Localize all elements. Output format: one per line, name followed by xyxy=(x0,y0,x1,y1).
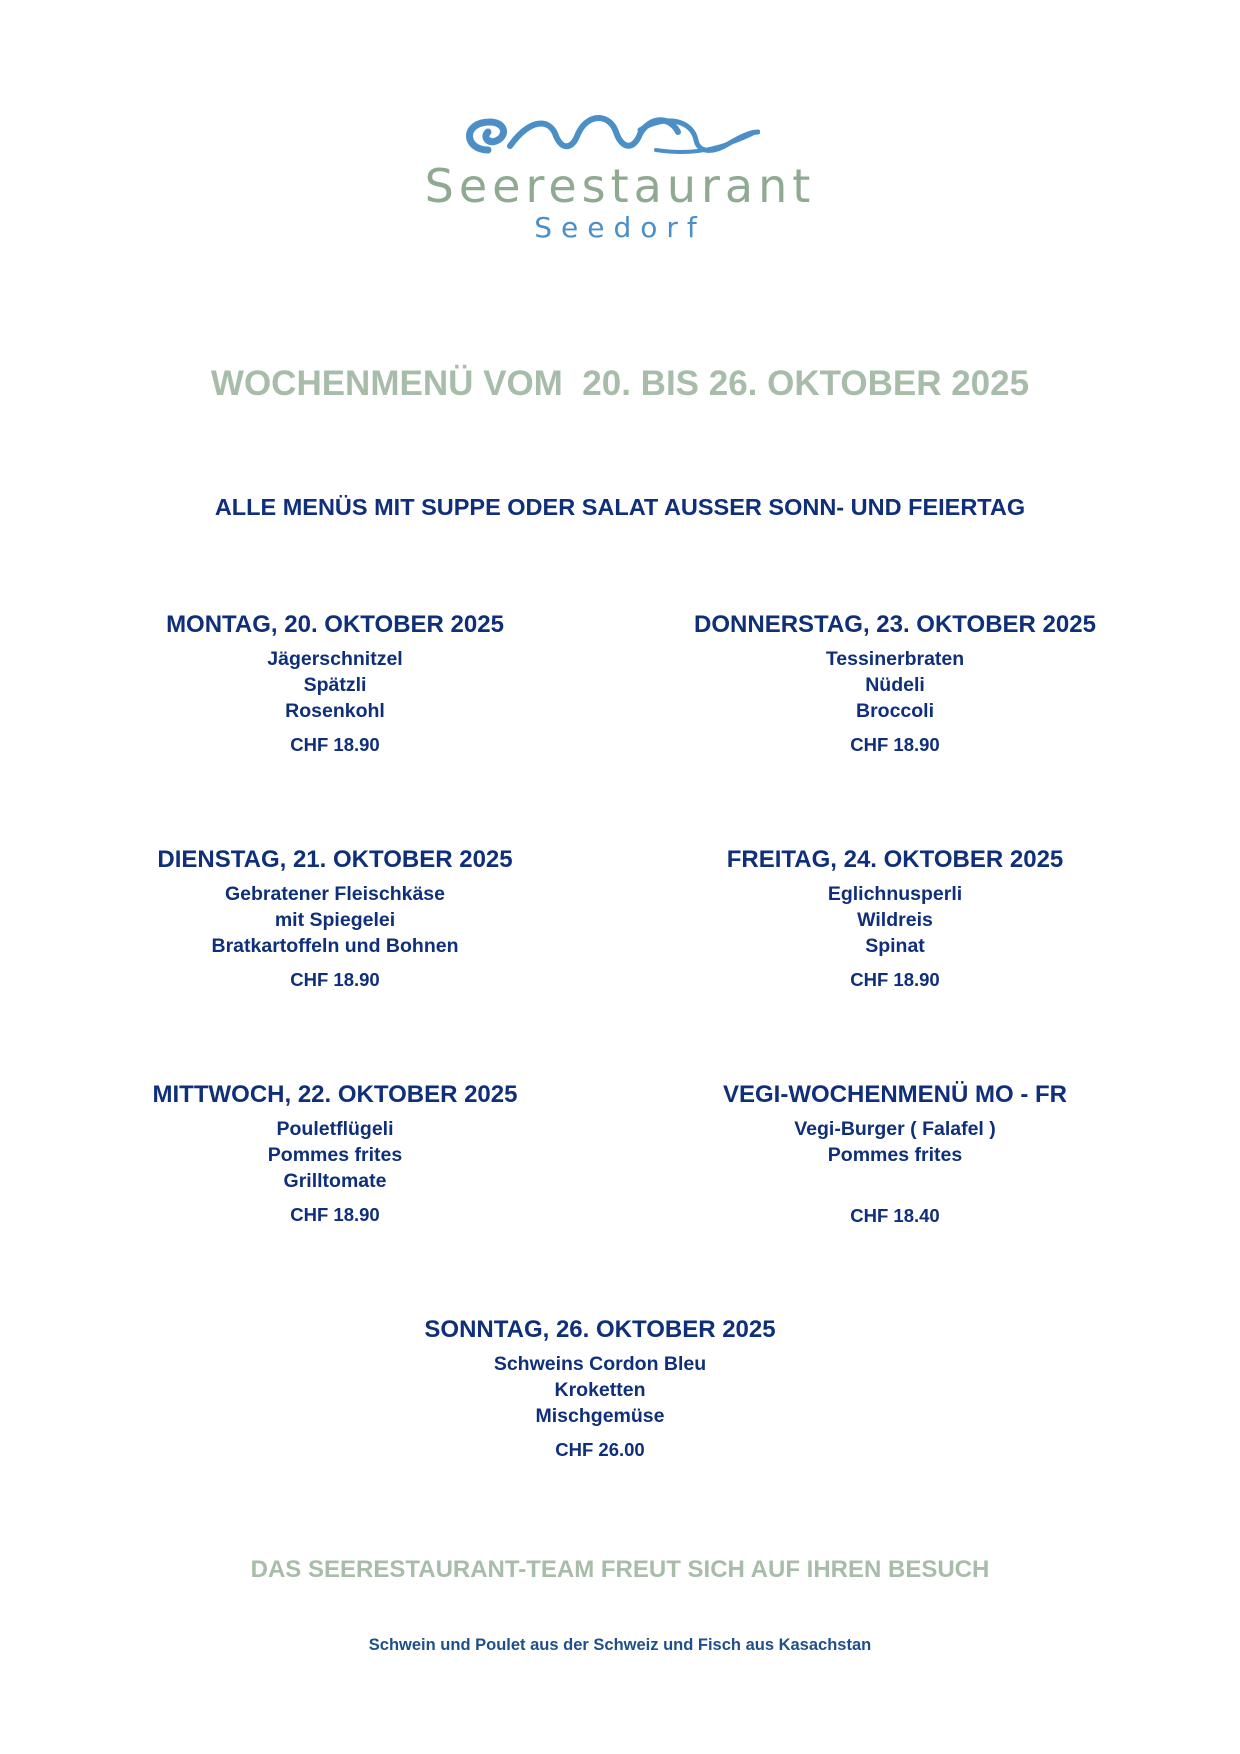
vegi-week-menu xyxy=(615,1080,1175,1228)
dish-item: Pommes frites xyxy=(267,1144,403,1166)
day-title: DONNERSTAG, 23. OKTOBER 2025 xyxy=(694,611,1096,638)
dish-item: Grilltomate xyxy=(283,1170,387,1192)
price: CHF 18.40 xyxy=(850,1205,940,1226)
dish-item: mit Spiegelei xyxy=(274,909,396,931)
dish-list xyxy=(615,1116,1175,1168)
day-title: DIENSTAG, 21. OKTOBER 2025 xyxy=(157,846,513,873)
dish-item: Vegi-Burger ( Falafel ) xyxy=(794,1118,996,1140)
day-menu-tuesday xyxy=(55,845,615,992)
menu-subtitle: ALLE MENÜS MIT SUPPE ODER SALAT AUSSER SONN- UND FEIERTAG xyxy=(214,494,1026,520)
price: CHF 26.00 xyxy=(555,1439,645,1460)
dish-item: Spätzli xyxy=(303,674,367,696)
page-title: WOCHENMENÜ VOM 20. BIS 26. OKTOBER 2025 xyxy=(210,364,1030,403)
logo-name: Seerestaurant xyxy=(424,159,816,213)
price: CHF 18.90 xyxy=(290,969,380,990)
dish-list xyxy=(615,646,1175,724)
dish-item: Broccoli xyxy=(855,700,935,722)
dish-item: Bratkartoffeln und Bohnen xyxy=(211,935,459,957)
day-title: SONNTAG, 26. OKTOBER 2025 xyxy=(424,1316,776,1343)
logo-subname: Seedorf xyxy=(534,211,706,244)
price: CHF 18.90 xyxy=(290,734,380,755)
waves-icon xyxy=(460,110,760,162)
day-title: MONTAG, 20. OKTOBER 2025 xyxy=(166,611,504,638)
dish-item: Jägerschnitzel xyxy=(267,648,403,670)
dish-item: Nüdeli xyxy=(865,674,925,696)
day-menu-friday xyxy=(615,845,1175,992)
dish-item: Kroketten xyxy=(554,1379,646,1401)
dish-item: Spinat xyxy=(865,935,925,957)
dish-item: Schweins Cordon Bleu xyxy=(493,1353,707,1375)
day-title: MITTWOCH, 22. OKTOBER 2025 xyxy=(152,1081,518,1108)
price: CHF 18.90 xyxy=(850,734,940,755)
dish-list xyxy=(320,1351,880,1429)
day-menu-wednesday xyxy=(55,1080,615,1227)
dish-item: Pouletflügeli xyxy=(276,1118,394,1140)
day-menu-thursday xyxy=(615,610,1175,757)
dish-list xyxy=(615,881,1175,959)
dish-list xyxy=(55,881,615,959)
origin-note: Schwein und Poulet aus der Schweiz und Fisch aus Kasachstan xyxy=(368,1636,872,1654)
dish-item: Mischgemüse xyxy=(535,1405,665,1427)
day-title: FREITAG, 24. OKTOBER 2025 xyxy=(726,846,1064,873)
day-menu-monday xyxy=(55,610,615,757)
dish-item: Wildreis xyxy=(857,909,933,931)
dish-item: Rosenkohl xyxy=(285,700,385,722)
dish-list xyxy=(55,646,615,724)
dish-item: Tessinerbraten xyxy=(825,648,965,670)
restaurant-logo xyxy=(420,110,820,250)
price: CHF 18.90 xyxy=(850,969,940,990)
dish-list xyxy=(55,1116,615,1194)
footer-greeting: DAS SEERESTAURANT-TEAM FREUT SICH AUF IHREN BESUCH xyxy=(250,1556,990,1583)
dish-item: Pommes frites xyxy=(827,1144,963,1166)
dish-item: Eglichnusperli xyxy=(827,883,963,905)
day-menu-sunday xyxy=(320,1315,880,1462)
price: CHF 18.90 xyxy=(290,1204,380,1225)
day-title: VEGI-WOCHENMENÜ MO - FR xyxy=(723,1081,1067,1108)
dish-item: Gebratener Fleischkäse xyxy=(224,883,446,905)
